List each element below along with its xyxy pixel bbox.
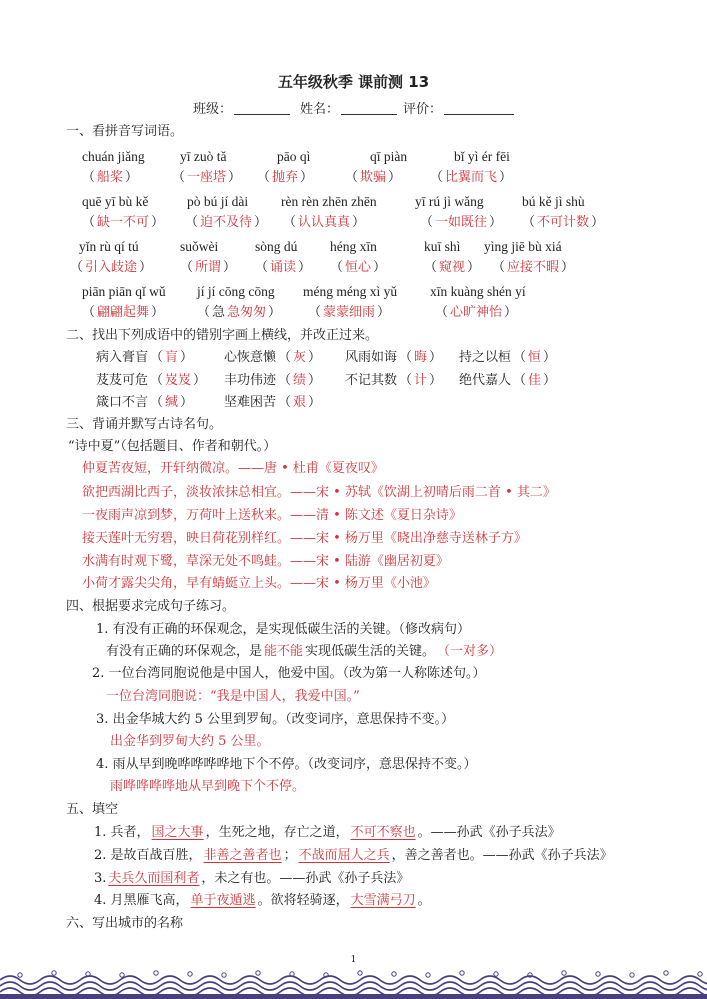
pinyin-answer	[345, 170, 401, 186]
wave-foam	[188, 972, 192, 976]
answer-2: 一位台湾同胞说：“我是中国人，我爱中国。”	[106, 689, 360, 704]
answer-word: 蒙蒙细雨	[323, 305, 376, 320]
pinyin: kuī shì	[424, 239, 461, 254]
paren-open: （	[278, 395, 292, 410]
idiom-correction	[96, 395, 193, 411]
pinyin: chuán jiǎng	[82, 149, 145, 164]
pinyin-answer	[82, 305, 164, 321]
pinyin-answer	[492, 260, 574, 276]
paren-open: （	[150, 350, 164, 365]
wave-foam	[426, 973, 430, 977]
paren-open: （	[345, 170, 359, 185]
pinyin: bú kě jì shù	[522, 194, 585, 209]
answer-word: 应接不暇	[507, 260, 560, 275]
page-title: 五年级秋季 课前测 13	[277, 73, 430, 91]
answer-word: 迫不及待	[200, 215, 253, 230]
answer-word: 缺一不可	[97, 215, 150, 230]
paren-close: ）	[352, 215, 366, 230]
fill-answer: 不可不察也	[350, 825, 416, 840]
pinyin-answer	[180, 260, 236, 276]
pinyin: pāo qì	[277, 149, 311, 164]
paren-close: ）	[151, 215, 165, 230]
wave-foam	[664, 971, 668, 975]
idiom: 箴口不言	[96, 395, 149, 410]
pinyin: suǒwèi	[180, 239, 219, 254]
paren-close: ）	[467, 260, 481, 275]
paren-close: ）	[254, 215, 268, 230]
paren-open: （	[283, 215, 297, 230]
paren-close: ）	[377, 305, 391, 320]
section-2-heading: 二、找出下列成语中的错别字画上横线，并改正过来。	[66, 328, 379, 343]
question-2: 2. 一位台湾同胞说他是中国人，他爱中国。（改为第一人称陈述句。）	[92, 666, 486, 681]
correction: 计	[414, 373, 428, 388]
answer-word: 窥视	[439, 260, 466, 275]
wave-foam	[256, 971, 260, 975]
paren-open: （	[430, 170, 444, 185]
correction: 缄	[165, 395, 179, 410]
fill-answer: 大雪满弓刀	[350, 893, 416, 908]
poem-line: 仲夏苦夜短，开轩纳微凉。——唐 • 杜甫《夏夜叹》	[82, 461, 384, 476]
paren-close: ）	[228, 170, 242, 185]
pinyin: yìng jiē bù xiá	[484, 239, 562, 254]
correction: 岌岌	[165, 373, 192, 388]
answer-word: 欺骗	[360, 170, 387, 185]
answer-word: 诵读	[270, 260, 297, 275]
name-label: 姓名：	[300, 102, 340, 117]
question-1: 1. 有没有正确的环保观念，是实现低碳生活的关键。（修改病句）	[96, 622, 471, 637]
correction: 灰	[293, 350, 307, 365]
idiom-correction	[224, 350, 321, 366]
section-1-heading: 一、看拼音写词语。	[66, 124, 184, 139]
idiom: 丰功伟迹	[224, 373, 277, 388]
pinyin-answer	[522, 215, 604, 231]
fill-answer: 单于夜遁逃	[190, 893, 256, 908]
pinyin: piān piān qǐ wǔ	[82, 284, 166, 299]
pinyin: jí jí cōng cōng	[197, 284, 275, 299]
idiom-correction	[96, 350, 193, 366]
pinyin-answer	[197, 305, 281, 321]
answer-word: 一座塔	[187, 170, 227, 185]
idiom-correction	[459, 373, 556, 389]
answer-3: 出金华到罗甸大约 5 公里。	[110, 734, 270, 749]
pinyin: méng méng xì yǔ	[303, 284, 398, 299]
paren-open: （	[513, 350, 527, 365]
fill-item-3	[94, 871, 409, 887]
pinyin-answer	[255, 260, 311, 276]
pinyin: yī rú jì wǎng	[415, 194, 484, 209]
wave-foam	[222, 973, 226, 977]
wave-foam	[494, 972, 498, 976]
name-blank	[341, 102, 397, 115]
paren-open: （	[424, 260, 438, 275]
idiom: 持之以桓	[459, 350, 512, 365]
wave-base	[0, 994, 707, 999]
answer-word: 翩翩起舞	[97, 305, 150, 320]
poem-line: 接天莲叶无穷碧，映日荷花别样红。——宋 • 杨万里《晓出净慈寺送林子方》	[82, 531, 527, 546]
paren-close: ）	[308, 373, 322, 388]
text: ；	[283, 848, 297, 863]
idiom: 绝代嘉人	[459, 373, 512, 388]
pinyin: qī piàn	[370, 149, 408, 164]
paren-close: ）	[223, 260, 237, 275]
paren-open: （	[399, 350, 413, 365]
paren-open: （	[82, 305, 96, 320]
pinyin-answer	[283, 215, 365, 231]
paren-close: ）	[300, 170, 314, 185]
text: 4. 月黑雁飞高，	[94, 893, 189, 908]
pinyin-answer	[330, 260, 386, 276]
answer-word: 不可计数	[537, 215, 590, 230]
wave-foam	[562, 971, 566, 975]
answer-1-note: （一对多）	[437, 644, 503, 659]
paren-close: ）	[429, 373, 443, 388]
paren-open: （	[522, 215, 536, 230]
idiom: 风雨如诲	[345, 350, 398, 365]
idiom: 坚难困苦	[224, 395, 277, 410]
pinyin-answer	[257, 170, 313, 186]
pinyin: quē yī bù kě	[82, 194, 149, 209]
paren-close: ）	[125, 170, 139, 185]
section-6-heading: 六、写出城市的名称	[66, 916, 184, 931]
pinyin-answer	[172, 170, 241, 186]
paren-open: （	[308, 305, 322, 320]
answer-word: 比翼而飞	[445, 170, 498, 185]
paren-close: ）	[591, 215, 605, 230]
answer-word: 急匆匆	[227, 305, 267, 320]
poem-line: 欲把西湖比西子，淡妆浓抹总相宜。——宋 • 苏轼《饮湖上初晴后雨二首 • 其二》	[82, 485, 556, 500]
wave-foam	[120, 973, 124, 977]
paren-open: （	[278, 350, 292, 365]
text: 2. 是故百战百胜，	[94, 848, 202, 863]
idiom-correction	[345, 373, 442, 389]
pinyin: sòng dú	[255, 239, 298, 254]
fill-answer: 国之大事	[151, 825, 204, 840]
paren-open: （	[150, 373, 164, 388]
paren-close: ）	[489, 215, 503, 230]
paren-close: ）	[308, 395, 322, 410]
wave-foam	[18, 973, 22, 977]
paren-close: ）	[268, 305, 282, 320]
poem-line: 水满有时观下鹭，草深无处不鸣蛙。——宋 • 陆游《幽居初夏》	[82, 554, 449, 569]
text: 。	[417, 893, 431, 908]
paren-open: （	[197, 305, 211, 320]
section-4-heading: 四、根据要求完成句子练习。	[66, 599, 236, 614]
paren-close: ）	[180, 350, 194, 365]
question-3: 3. 出金华城大约 5 公里到罗甸。（改变词序，意思保持不变。）	[96, 712, 455, 727]
paren-close: ）	[388, 170, 402, 185]
answer-1-part: 实现低碳生活的关键。	[305, 644, 436, 659]
fill-item-2	[94, 848, 613, 864]
pinyin: xīn kuàng shén yí	[430, 284, 526, 299]
answer-word: 抛弃	[272, 170, 299, 185]
page-number: 1	[350, 955, 357, 965]
pinyin: héng xīn	[330, 239, 377, 254]
idiom-correction	[224, 395, 321, 411]
answer-word: 恒心	[345, 260, 372, 275]
wave-foam	[596, 972, 600, 976]
text: 3.	[94, 871, 107, 886]
paren-open: （	[330, 260, 344, 275]
text: 。——孙武《孙子兵法》	[417, 825, 561, 840]
wave-foam	[52, 971, 56, 975]
paren-close: ）	[504, 305, 518, 320]
section-3-sub: “诗中夏”（包括题目、作者和朝代。）	[68, 439, 277, 454]
paren-close: ）	[151, 305, 165, 320]
pinyin-answer	[82, 215, 164, 231]
answer-1-fix: 能不能	[264, 644, 304, 659]
pinyin-answer	[82, 170, 138, 186]
paren-open: （	[420, 215, 434, 230]
paren-open: （	[435, 305, 449, 320]
pinyin-answer	[430, 170, 512, 186]
grade-label: 评价：	[403, 102, 443, 117]
correction: 佳	[528, 373, 542, 388]
paren-open: （	[399, 373, 413, 388]
wave-foam	[630, 973, 634, 977]
pinyin-answer	[435, 305, 517, 321]
paren-open: （	[513, 373, 527, 388]
pinyin: yǐn rù qí tú	[79, 239, 139, 254]
pinyin-answer	[185, 215, 267, 231]
idiom: 病入膏盲	[96, 350, 149, 365]
paren-close: ）	[298, 260, 312, 275]
pinyin-answer	[420, 215, 502, 231]
paren-open: （	[82, 215, 96, 230]
section-3-heading: 三、背诵并默写古诗名句。	[66, 417, 223, 432]
wave-foam	[154, 971, 158, 975]
idiom-correction	[459, 350, 556, 366]
pinyin-answer	[424, 260, 480, 276]
paren-close: ）	[308, 350, 322, 365]
paren-close: ）	[373, 260, 387, 275]
paren-open: （	[492, 260, 506, 275]
answer-4: 雨哗哗哗哗地从早到晚下个不停。	[110, 779, 306, 794]
pinyin: pò bú jí dài	[187, 194, 249, 209]
correction: 艰	[293, 395, 307, 410]
paren-open: （	[180, 260, 194, 275]
paren-open: （	[82, 170, 96, 185]
text: ，善之善者也。——孙武《孙子兵法》	[391, 848, 613, 863]
correction: 恒	[528, 350, 542, 365]
paren-close: ）	[193, 373, 207, 388]
pinyin: yī zuò tǎ	[180, 149, 227, 164]
answer-word: 认认真真	[298, 215, 351, 230]
answer-word: 所谓	[195, 260, 222, 275]
idiom-correction	[224, 373, 321, 389]
idiom: 不记其数	[345, 373, 398, 388]
paren-open: （	[257, 170, 271, 185]
answer-word: 一如既往	[435, 215, 488, 230]
fill-answer: 非善之善者也	[203, 848, 282, 863]
fill-item-1	[94, 825, 561, 841]
paren-close: ）	[543, 350, 557, 365]
paren-close: ）	[561, 260, 575, 275]
wave-line	[0, 976, 707, 984]
idiom-correction	[345, 350, 442, 366]
idiom: 心恢意懒	[224, 350, 277, 365]
answer-word: 船桨	[97, 170, 124, 185]
paren-open: （	[150, 395, 164, 410]
answer-word: 引入歧途	[85, 260, 138, 275]
idiom: 芨芨可危	[96, 373, 149, 388]
paren-open: （	[278, 373, 292, 388]
correction: 绩	[293, 373, 307, 388]
wave-border-decoration	[0, 968, 707, 999]
paren-open: （	[185, 215, 199, 230]
pinyin-answer	[308, 305, 390, 321]
text: 1. 兵者，	[94, 825, 150, 840]
class-blank	[234, 102, 290, 115]
section-5-heading: 五、填空	[66, 802, 119, 817]
paren-open: （	[70, 260, 84, 275]
correction: 肓	[165, 350, 179, 365]
wave-foam	[698, 972, 702, 976]
grade-blank	[444, 102, 514, 115]
poem-line: 一夜雨声凉到梦，万荷叶上送秋来。——清 • 陈文述《夏日杂诗》	[82, 508, 462, 523]
poem-line: 小荷才露尖尖角，早有蜻蜓立上头。——宋 • 杨万里《小池》	[82, 576, 436, 591]
paren-open: （	[172, 170, 186, 185]
paren-open: （	[255, 260, 269, 275]
answer-prefix: 急	[212, 305, 226, 320]
paren-close: ）	[180, 395, 194, 410]
answer-1-part: 有没有正确的环保观念，是	[106, 644, 263, 659]
answer-word: 心旷神怡	[450, 305, 503, 320]
wave-foam	[358, 971, 362, 975]
student-info	[193, 102, 514, 118]
answer-1	[106, 644, 502, 660]
paren-close: ）	[543, 373, 557, 388]
wave-foam	[460, 971, 464, 975]
wave-foam	[392, 972, 396, 976]
correction: 晦	[414, 350, 428, 365]
text: 。欲将轻骑逐，	[257, 893, 349, 908]
text: ，未之有也。——孙武《孙子兵法》	[201, 871, 410, 886]
pinyin: rèn rèn zhēn zhēn	[281, 194, 377, 209]
pinyin-answer	[70, 260, 152, 276]
fill-answer: 不战而屈人之兵	[298, 848, 390, 863]
paren-close: ）	[429, 350, 443, 365]
class-label: 班级：	[193, 102, 233, 117]
idiom-correction	[96, 373, 206, 389]
pinyin: bǐ yì ér fēi	[454, 149, 510, 164]
question-4: 4. 雨从早到晚哗哗哗哗地下个不停。（改变词序，意思保持不变。）	[96, 757, 477, 772]
text: ，生死之地，存亡之道，	[205, 825, 349, 840]
paren-close: ）	[499, 170, 513, 185]
fill-item-4	[94, 893, 431, 909]
paren-close: ）	[139, 260, 153, 275]
fill-answer: 夫兵久而国利者	[108, 871, 200, 886]
